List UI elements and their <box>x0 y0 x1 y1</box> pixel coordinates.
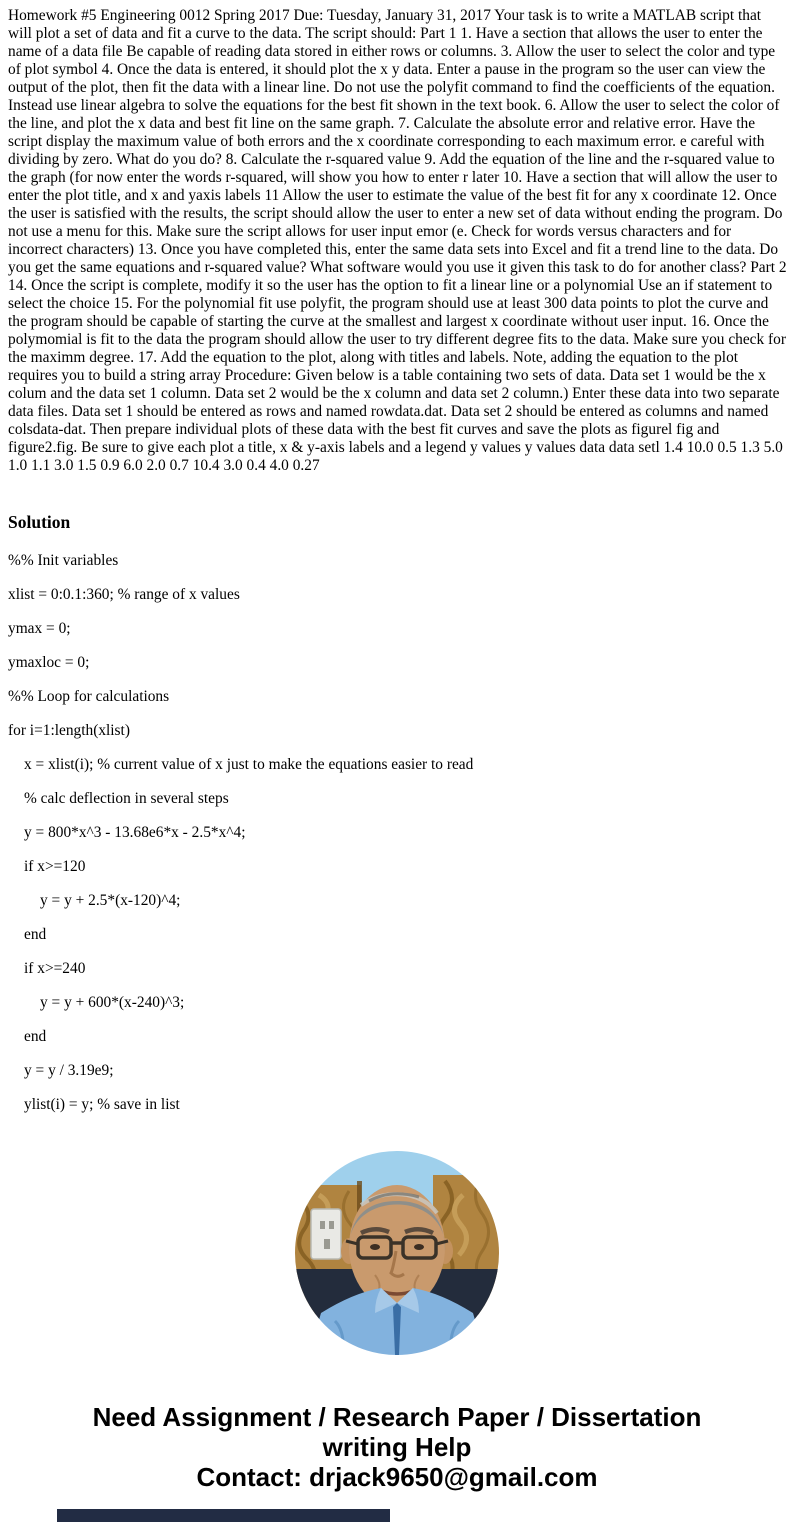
code-line: %% Init variables <box>8 552 119 569</box>
footer-ad <box>0 1402 794 1492</box>
code-line: x = xlist(i); % current value of x just to make the equations easier to read <box>24 756 474 773</box>
code-line: y = y / 3.19e9; <box>24 1062 114 1079</box>
code-line: %% Loop for calculations <box>8 688 170 705</box>
bottom-bar <box>57 1509 390 1522</box>
solution-heading: Solution <box>8 512 71 532</box>
code-line: end <box>24 926 47 943</box>
tutor-profile-photo <box>295 1151 499 1355</box>
matlab-code-block <box>8 552 787 1130</box>
code-line: end <box>24 1028 47 1045</box>
code-line: y = y + 2.5*(x-120)^4; <box>40 892 181 909</box>
code-line: ymaxloc = 0; <box>8 654 90 671</box>
code-line: y = y + 600*(x-240)^3; <box>40 994 185 1011</box>
footer-contact-email: Contact: drjack9650@gmail.com <box>196 1462 598 1492</box>
footer-line-1: Need Assignment / Research Paper / Dissertation <box>92 1402 702 1432</box>
code-line: % calc deflection in several steps <box>24 790 229 807</box>
code-line: ymax = 0; <box>8 620 71 637</box>
code-line: for i=1:length(xlist) <box>8 722 130 739</box>
portrait-illustration <box>295 1151 499 1355</box>
code-line: xlist = 0:0.1:360; % range of x values <box>8 586 240 603</box>
code-line: ylist(i) = y; % save in list <box>24 1096 180 1113</box>
code-line: y = 800*x^3 - 13.68e6*x - 2.5*x^4; <box>24 824 246 841</box>
homework-assignment-text: Homework #5 Engineering 0012 Spring 2017 Due: Tuesday, January 31, 2017 Your task is to write a MATLAB script that will plot a set of data and fit a curve to the data. The script should: Part 1 1. Have a section that allows the user to enter the name of a data file Be capable of reading data stored in either rows or columns. 3. Allow the user to select the color and type of plot symbol 4. Once the data is entered, it should plot the x y data. Enter a pause in the program so the user can view the output of the plot, then fit the data with a linear line. Do not use the polyfit command to find the coefficients of the equation. Instead use linear algebra to solve the equations for the best fit shown in the text book. 6. Allow the user to select the color of the line, and plot the x data and best fit line on the same graph. 7. Calculate the absolute error and relative error. Have the script display the maximum value of both errors and the x coordinate corresponding to each maximum error. e careful with dividing by zero. What do you do? 8. Calculate the r-squared value 9. Add the equation of the line and the r-squared value to the graph (for now enter the words r-squared, will show you how to enter r later 10. Have a section that will allow the user to enter the plot title, and x and yaxis labels 11 Allow the user to estimate the value of the best fit for any x coordinate 12. Once the user is satisfied with the results, the script should allow the user to enter a new set of data without ending the program. Do not use a menu for this. Make sure the script allows for user input emor (e. Check for words versus characters and for incorrect characters) 13. Once you have completed this, enter the same data sets into Excel and fit a trend line to the data. Do you get the same equations and r-squared value? What software would you use it given this task to do for another class? Part 2 14. Once the script is complete, modify it so the user has the option to fit a linear line or a polynomial Use an if statement to select the choice 15. For the polynomial fit use polyfit, the program should use at least 300 data points to plot the curve and the program should be capable of starting the curve at the smallest and largest x coordinate without user input. 16. Once the polymomial is fit to the data the program should allow the user to try different degree fits to the data. Make sure you check for the maximm degree. 17. Add the equation to the plot, along with titles and labels. Note, adding the equation to the plot requires you to build a string array Procedure: Given below is a table containing two sets of data. Data set 1 would be the x colum and the data set 1 column. Data set 2 would be the x column and data set 2 column.) Enter these data into two separate data files. Data set 1 should be entered as rows and named rowdata.dat. Data set 2 should be entered as columns and named colsdata-dat. Then prepare individual plots of these data with the best fit curves and save the plots as figurel fig and figure2.fig. Be sure to give each plot a title, x & y-axis labels and a legend y values y values data data setl 1.4 10.0 0.5 1.3 5.0 1.0 1.1 3.0 1.5 0.9 6.0 2.0 0.7 10.4 3.0 0.4 4.0 0.27 <box>8 7 787 474</box>
footer-line-2: writing Help <box>322 1432 472 1462</box>
code-line: if x>=120 <box>24 858 86 875</box>
code-line: if x>=240 <box>24 960 86 977</box>
